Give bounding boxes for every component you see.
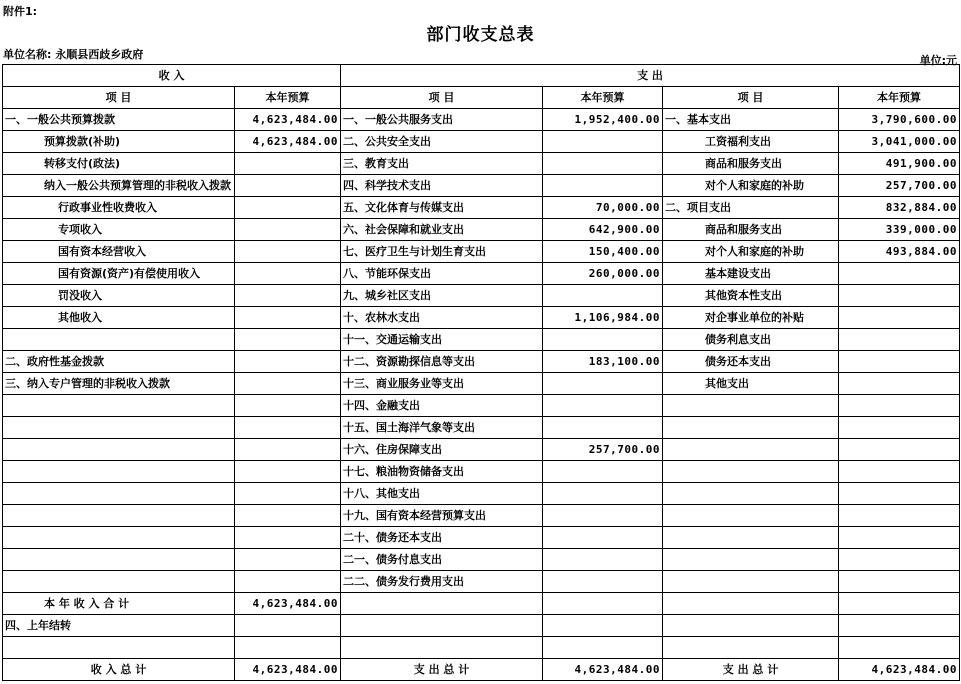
income-budget-cell (235, 571, 341, 593)
income-item-cell: 国有资本经营收入 (3, 241, 235, 263)
economic-item-cell (663, 637, 839, 659)
income-budget-cell: 4,623,484.00 (235, 131, 341, 153)
economic-item-header: 项 目 (663, 87, 839, 109)
economic-item-cell (663, 549, 839, 571)
economic-item-cell: 一、基本支出 (663, 109, 839, 131)
economic-item-cell (663, 593, 839, 615)
function-budget-cell: 260,000.00 (543, 263, 663, 285)
function-item-cell: 十九、国有资本经营预算支出 (341, 505, 543, 527)
table-row (3, 153, 960, 175)
table-row (3, 175, 960, 197)
income-item-cell: 其他收入 (3, 307, 235, 329)
table-row (3, 549, 960, 571)
function-item-cell: 三、教育支出 (341, 153, 543, 175)
income-item-cell: 纳入一般公共预算管理的非税收入拨款 (3, 175, 235, 197)
function-item-cell (341, 637, 543, 659)
function-budget-cell (543, 285, 663, 307)
economic-total-label: 支 出 总 计 (663, 659, 839, 681)
table-row (3, 593, 960, 615)
function-budget-cell (543, 505, 663, 527)
function-item-cell: 二、公共安全支出 (341, 131, 543, 153)
economic-item-cell: 基本建设支出 (663, 263, 839, 285)
income-item-cell (3, 417, 235, 439)
grand-total-row (3, 659, 960, 681)
income-budget-cell (235, 637, 341, 659)
income-budget-cell: 4,623,484.00 (235, 109, 341, 131)
income-item-header: 项 目 (3, 87, 235, 109)
budget-summary-table (2, 64, 960, 681)
function-item-cell: 五、文化体育与传媒支出 (341, 197, 543, 219)
function-item-cell: 七、医疗卫生与计划生育支出 (341, 241, 543, 263)
table-row (3, 307, 960, 329)
table-row (3, 417, 960, 439)
income-budget-cell (235, 153, 341, 175)
function-item-cell (341, 593, 543, 615)
economic-budget-cell (839, 483, 960, 505)
attachment-label: 附件1: (3, 5, 38, 18)
table-row (3, 263, 960, 285)
function-item-cell: 六、社会保障和就业支出 (341, 219, 543, 241)
function-budget-cell (543, 153, 663, 175)
economic-item-cell: 商品和服务支出 (663, 219, 839, 241)
income-budget-cell (235, 351, 341, 373)
income-item-cell: 四、上年结转 (3, 615, 235, 637)
income-item-cell: 预算拨款(补助) (3, 131, 235, 153)
expense-group-header: 支 出 (341, 65, 960, 87)
economic-item-cell: 二、项目支出 (663, 197, 839, 219)
economic-item-cell: 对企事业单位的补贴 (663, 307, 839, 329)
function-item-cell: 九、城乡社区支出 (341, 285, 543, 307)
economic-budget-cell (839, 329, 960, 351)
income-budget-cell (235, 373, 341, 395)
income-budget-cell (235, 615, 341, 637)
income-item-cell: 二、政府性基金拨款 (3, 351, 235, 373)
income-budget-cell (235, 197, 341, 219)
economic-item-cell (663, 439, 839, 461)
income-item-cell: 行政事业性收费收入 (3, 197, 235, 219)
income-budget-cell (235, 175, 341, 197)
economic-item-cell (663, 615, 839, 637)
table-row (3, 637, 960, 659)
income-budget-cell (235, 461, 341, 483)
economic-item-cell: 商品和服务支出 (663, 153, 839, 175)
economic-item-cell (663, 527, 839, 549)
function-budget-cell (543, 395, 663, 417)
economic-item-cell (663, 505, 839, 527)
income-item-cell (3, 549, 235, 571)
economic-budget-cell (839, 549, 960, 571)
table-row (3, 395, 960, 417)
income-item-cell: 一、一般公共预算拨款 (3, 109, 235, 131)
economic-budget-cell: 3,790,600.00 (839, 109, 960, 131)
income-item-cell (3, 637, 235, 659)
table-row (3, 571, 960, 593)
economic-budget-header: 本年预算 (839, 87, 960, 109)
economic-budget-cell (839, 285, 960, 307)
economic-budget-cell (839, 527, 960, 549)
income-budget-cell (235, 527, 341, 549)
function-budget-cell (543, 483, 663, 505)
income-budget-cell (235, 483, 341, 505)
economic-item-cell: 其他支出 (663, 373, 839, 395)
economic-budget-cell: 493,884.00 (839, 241, 960, 263)
economic-budget-cell: 339,000.00 (839, 219, 960, 241)
income-item-cell (3, 483, 235, 505)
income-item-cell: 专项收入 (3, 219, 235, 241)
table-row (3, 219, 960, 241)
table-row (3, 351, 960, 373)
function-budget-cell (543, 637, 663, 659)
income-item-cell (3, 395, 235, 417)
function-total-label: 支 出 总 计 (341, 659, 543, 681)
income-item-cell: 三、纳入专户管理的非税收入拨款 (3, 373, 235, 395)
function-budget-cell: 1,952,400.00 (543, 109, 663, 131)
economic-budget-cell: 491,900.00 (839, 153, 960, 175)
function-item-header: 项 目 (341, 87, 543, 109)
income-budget-cell (235, 241, 341, 263)
function-item-cell: 二二、债务发行费用支出 (341, 571, 543, 593)
economic-item-cell: 工资福利支出 (663, 131, 839, 153)
function-budget-cell: 183,100.00 (543, 351, 663, 373)
income-total-label: 收 入 总 计 (3, 659, 235, 681)
income-budget-cell (235, 219, 341, 241)
table-row (3, 285, 960, 307)
table-row (3, 439, 960, 461)
economic-item-cell (663, 461, 839, 483)
table-column-header-row (3, 87, 960, 109)
income-budget-cell (235, 439, 341, 461)
economic-budget-cell (839, 351, 960, 373)
economic-budget-cell (839, 461, 960, 483)
economic-budget-cell (839, 417, 960, 439)
economic-budget-cell (839, 263, 960, 285)
function-budget-cell (543, 571, 663, 593)
table-row (3, 373, 960, 395)
income-item-cell: 转移支付(政法) (3, 153, 235, 175)
function-budget-cell (543, 329, 663, 351)
function-item-cell: 十三、商业服务业等支出 (341, 373, 543, 395)
table-group-header-row (3, 65, 960, 87)
function-total-value: 4,623,484.00 (543, 659, 663, 681)
economic-budget-cell (839, 505, 960, 527)
function-item-cell (341, 615, 543, 637)
function-item-cell: 十四、金融支出 (341, 395, 543, 417)
income-budget-header: 本年预算 (235, 87, 341, 109)
income-budget-cell (235, 329, 341, 351)
economic-budget-cell (839, 571, 960, 593)
economic-budget-cell (839, 593, 960, 615)
economic-budget-cell: 832,884.00 (839, 197, 960, 219)
function-item-cell: 十八、其他支出 (341, 483, 543, 505)
function-budget-header: 本年预算 (543, 87, 663, 109)
function-budget-cell: 642,900.00 (543, 219, 663, 241)
income-item-cell (3, 329, 235, 351)
economic-budget-cell: 257,700.00 (839, 175, 960, 197)
function-item-cell: 十一、交通运输支出 (341, 329, 543, 351)
function-item-cell: 一、一般公共服务支出 (341, 109, 543, 131)
income-group-header: 收 入 (3, 65, 341, 87)
function-budget-cell (543, 131, 663, 153)
income-item-cell (3, 439, 235, 461)
income-budget-cell (235, 549, 341, 571)
income-total-value: 4,623,484.00 (235, 659, 341, 681)
function-item-cell: 二一、债务付息支出 (341, 549, 543, 571)
income-item-cell (3, 505, 235, 527)
economic-item-cell (663, 395, 839, 417)
economic-item-cell: 对个人和家庭的补助 (663, 241, 839, 263)
table-row (3, 241, 960, 263)
function-item-cell: 十七、粮油物资储备支出 (341, 461, 543, 483)
function-item-cell: 十六、住房保障支出 (341, 439, 543, 461)
economic-item-cell (663, 571, 839, 593)
economic-budget-cell (839, 395, 960, 417)
income-item-cell: 本 年 收 入 合 计 (3, 593, 235, 615)
income-budget-cell (235, 285, 341, 307)
function-budget-cell (543, 549, 663, 571)
income-item-cell (3, 461, 235, 483)
function-budget-cell: 150,400.00 (543, 241, 663, 263)
function-item-cell: 十、农林水支出 (341, 307, 543, 329)
economic-item-cell: 债务还本支出 (663, 351, 839, 373)
function-budget-cell (543, 615, 663, 637)
income-budget-cell (235, 307, 341, 329)
function-item-cell: 八、节能环保支出 (341, 263, 543, 285)
function-budget-cell (543, 373, 663, 395)
table-row (3, 527, 960, 549)
economic-budget-cell (839, 307, 960, 329)
function-budget-cell (543, 417, 663, 439)
function-budget-cell: 1,106,984.00 (543, 307, 663, 329)
currency-unit-label: 单位:元 (919, 54, 957, 67)
table-row (3, 197, 960, 219)
economic-budget-cell (839, 373, 960, 395)
table-row (3, 483, 960, 505)
income-item-cell: 罚没收入 (3, 285, 235, 307)
function-item-cell: 十五、国土海洋气象等支出 (341, 417, 543, 439)
income-item-cell (3, 571, 235, 593)
economic-budget-cell (839, 439, 960, 461)
function-budget-cell: 70,000.00 (543, 197, 663, 219)
income-budget-cell (235, 505, 341, 527)
economic-item-cell (663, 417, 839, 439)
table-row (3, 329, 960, 351)
income-item-cell (3, 527, 235, 549)
table-row (3, 615, 960, 637)
income-budget-cell (235, 395, 341, 417)
table-row (3, 461, 960, 483)
income-item-cell: 国有资源(资产)有偿使用收入 (3, 263, 235, 285)
function-item-cell: 十二、资源勘探信息等支出 (341, 351, 543, 373)
function-budget-cell (543, 593, 663, 615)
function-budget-cell (543, 527, 663, 549)
economic-budget-cell (839, 615, 960, 637)
economic-budget-cell (839, 637, 960, 659)
economic-item-cell (663, 483, 839, 505)
function-budget-cell (543, 461, 663, 483)
economic-item-cell: 其他资本性支出 (663, 285, 839, 307)
function-budget-cell: 257,700.00 (543, 439, 663, 461)
income-budget-cell (235, 263, 341, 285)
income-budget-cell: 4,623,484.00 (235, 593, 341, 615)
table-row (3, 131, 960, 153)
economic-total-value: 4,623,484.00 (839, 659, 960, 681)
unit-name-label: 单位名称: 永顺县西歧乡政府 (3, 48, 144, 61)
economic-budget-cell: 3,041,000.00 (839, 131, 960, 153)
function-item-cell: 二十、债务还本支出 (341, 527, 543, 549)
table-row (3, 505, 960, 527)
function-budget-cell (543, 175, 663, 197)
function-item-cell: 四、科学技术支出 (341, 175, 543, 197)
economic-item-cell: 对个人和家庭的补助 (663, 175, 839, 197)
page-title: 部门收支总表 (426, 25, 535, 45)
table-row (3, 109, 960, 131)
economic-item-cell: 债务利息支出 (663, 329, 839, 351)
income-budget-cell (235, 417, 341, 439)
